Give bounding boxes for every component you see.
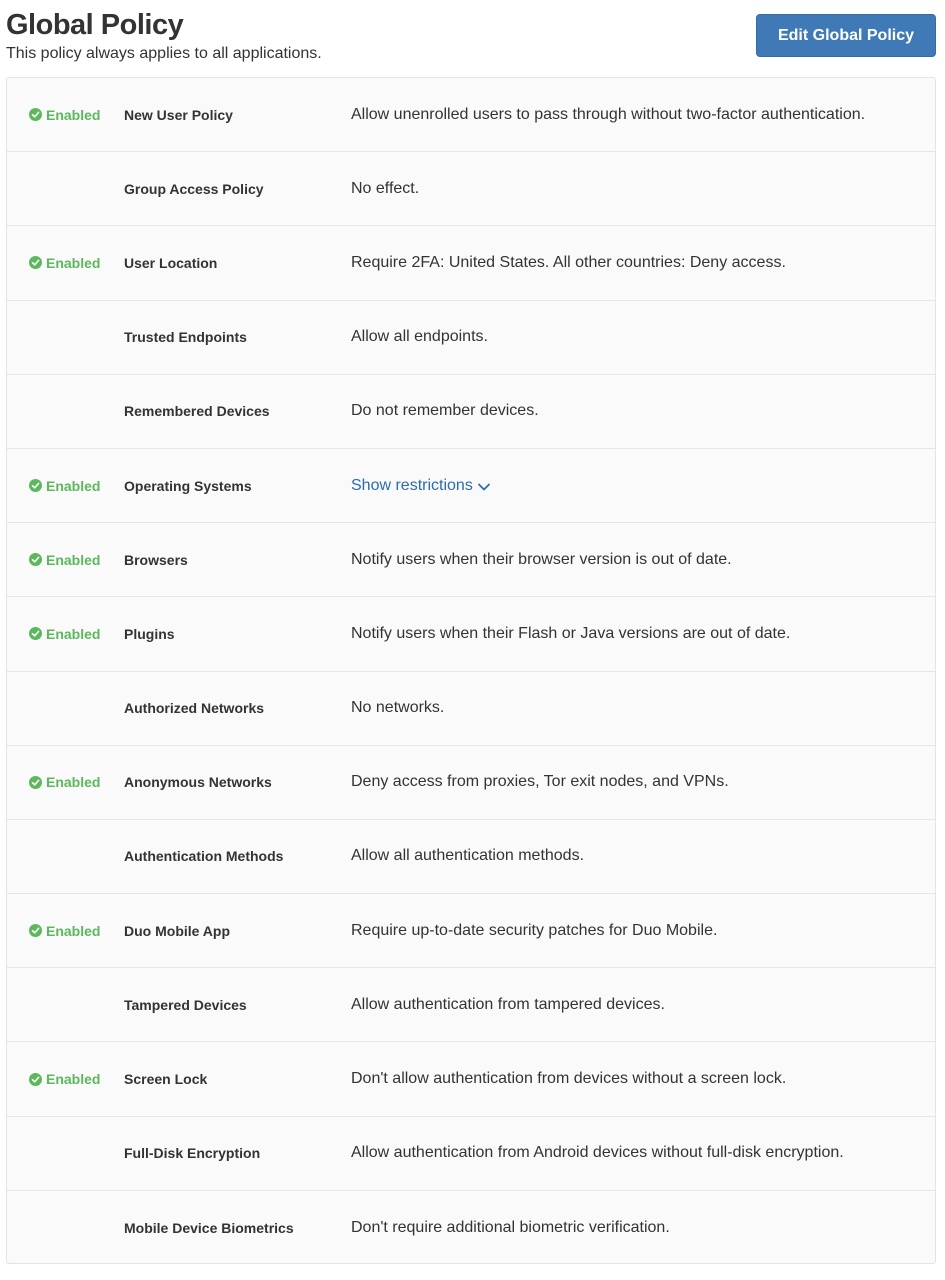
policy-row: [7, 78, 935, 152]
policy-description: Require 2FA: United States. All other countries: Deny access.: [351, 253, 786, 271]
policy-row: [7, 672, 935, 746]
policy-name: Tampered Devices: [124, 996, 247, 1013]
status-label: Enabled: [46, 254, 101, 271]
policy-name: Mobile Device Biometrics: [124, 1219, 294, 1236]
policy-description: No networks.: [351, 699, 445, 717]
policy-description-cell: [351, 1191, 670, 1265]
policy-name: Operating Systems: [124, 477, 252, 494]
page-title: Global Policy: [6, 9, 184, 41]
policy-name: Authentication Methods: [124, 848, 284, 865]
status-badge: [29, 1042, 100, 1115]
policy-name: Duo Mobile App: [124, 922, 231, 939]
policy-row: [7, 1042, 935, 1116]
status-label: Enabled: [46, 922, 101, 939]
check-circle-icon: [29, 256, 42, 269]
policy-row: [7, 152, 935, 226]
policy-row: [7, 449, 935, 523]
policy-row: [7, 523, 935, 597]
policy-table: [6, 77, 936, 1264]
policy-description: Require up-to-date security patches for Duo Mobile.: [351, 921, 718, 939]
check-circle-icon: [29, 479, 42, 492]
check-circle-icon: [29, 553, 42, 566]
policy-name: User Location: [124, 254, 218, 271]
policy-description-cell: [351, 1042, 786, 1115]
status-badge: [29, 523, 100, 596]
policy-row: [7, 894, 935, 968]
policy-name: New User Policy: [124, 106, 233, 123]
policy-description: Do not remember devices.: [351, 402, 539, 420]
policy-row: [7, 746, 935, 820]
status-label: Enabled: [46, 106, 101, 123]
policy-row: [7, 375, 935, 449]
policy-description-cell: [351, 152, 419, 225]
status-badge: [29, 78, 100, 151]
policy-description: No effect.: [351, 179, 420, 197]
show-restrictions-label: Show restrictions: [351, 476, 473, 494]
status-badge: [29, 226, 100, 299]
policy-description-cell: [351, 597, 790, 670]
policy-description: Allow all endpoints.: [351, 328, 488, 346]
policy-description-cell: [351, 449, 491, 522]
policy-description-cell: [351, 746, 729, 819]
page-header: [0, 0, 945, 76]
policy-description-cell: [351, 1117, 844, 1190]
show-restrictions-link[interactable]: [351, 477, 491, 495]
policy-description-cell: [351, 523, 732, 596]
policy-description: Allow unenrolled users to pass through without two-factor authentication.: [351, 105, 866, 123]
policy-name: Trusted Endpoints: [124, 329, 247, 346]
policy-name: Remembered Devices: [124, 403, 270, 420]
policy-description: Allow authentication from tampered devices.: [351, 995, 665, 1013]
policy-description-cell: [351, 78, 865, 151]
policy-name: Screen Lock: [124, 1071, 208, 1088]
policy-name: Anonymous Networks: [124, 774, 272, 791]
policy-name: Browsers: [124, 551, 188, 568]
policy-name: Group Access Policy: [124, 180, 264, 197]
status-label: Enabled: [46, 625, 101, 642]
policy-description-cell: [351, 301, 488, 374]
policy-description-cell: [351, 820, 584, 893]
policy-description-cell: [351, 226, 786, 299]
policy-row: [7, 1117, 935, 1191]
policy-row: [7, 968, 935, 1042]
chevron-down-icon: [477, 482, 491, 492]
check-circle-icon: [29, 776, 42, 789]
policy-row: [7, 301, 935, 375]
policy-name: Plugins: [124, 625, 175, 642]
policy-name: Full-Disk Encryption: [124, 1145, 261, 1162]
policy-row: [7, 597, 935, 671]
policy-description-cell: [351, 672, 444, 745]
page-subtitle: This policy always applies to all applications.: [6, 45, 322, 62]
policy-row: [7, 226, 935, 300]
policy-description: Don't allow authentication from devices without a screen lock.: [351, 1070, 787, 1088]
policy-description: Allow all authentication methods.: [351, 847, 585, 865]
edit-global-policy-button[interactable]: Edit Global Policy: [756, 14, 936, 57]
status-badge: [29, 746, 100, 819]
policy-description: Don't require additional biometric verification.: [351, 1218, 670, 1236]
policy-description-cell: [351, 968, 665, 1041]
status-label: Enabled: [46, 477, 101, 494]
policy-name: Authorized Networks: [124, 700, 265, 717]
status-label: Enabled: [46, 551, 101, 568]
policy-row: [7, 1191, 935, 1265]
policy-description: Allow authentication from Android devices without full-disk encryption.: [351, 1144, 844, 1162]
policy-description: Notify users when their browser version is out of date.: [351, 550, 732, 568]
status-label: Enabled: [46, 774, 101, 791]
check-circle-icon: [29, 1073, 42, 1086]
status-label: Enabled: [46, 1071, 101, 1088]
policy-description: Deny access from proxies, Tor exit nodes, and VPNs.: [351, 773, 729, 791]
policy-description: Notify users when their Flash or Java versions are out of date.: [351, 624, 791, 642]
policy-description-cell: [351, 894, 717, 967]
status-badge: [29, 449, 100, 522]
policy-row: [7, 820, 935, 894]
check-circle-icon: [29, 924, 42, 937]
policy-description-cell: [351, 375, 539, 448]
status-badge: [29, 597, 100, 670]
check-circle-icon: [29, 627, 42, 640]
check-circle-icon: [29, 108, 42, 121]
status-badge: [29, 894, 100, 967]
